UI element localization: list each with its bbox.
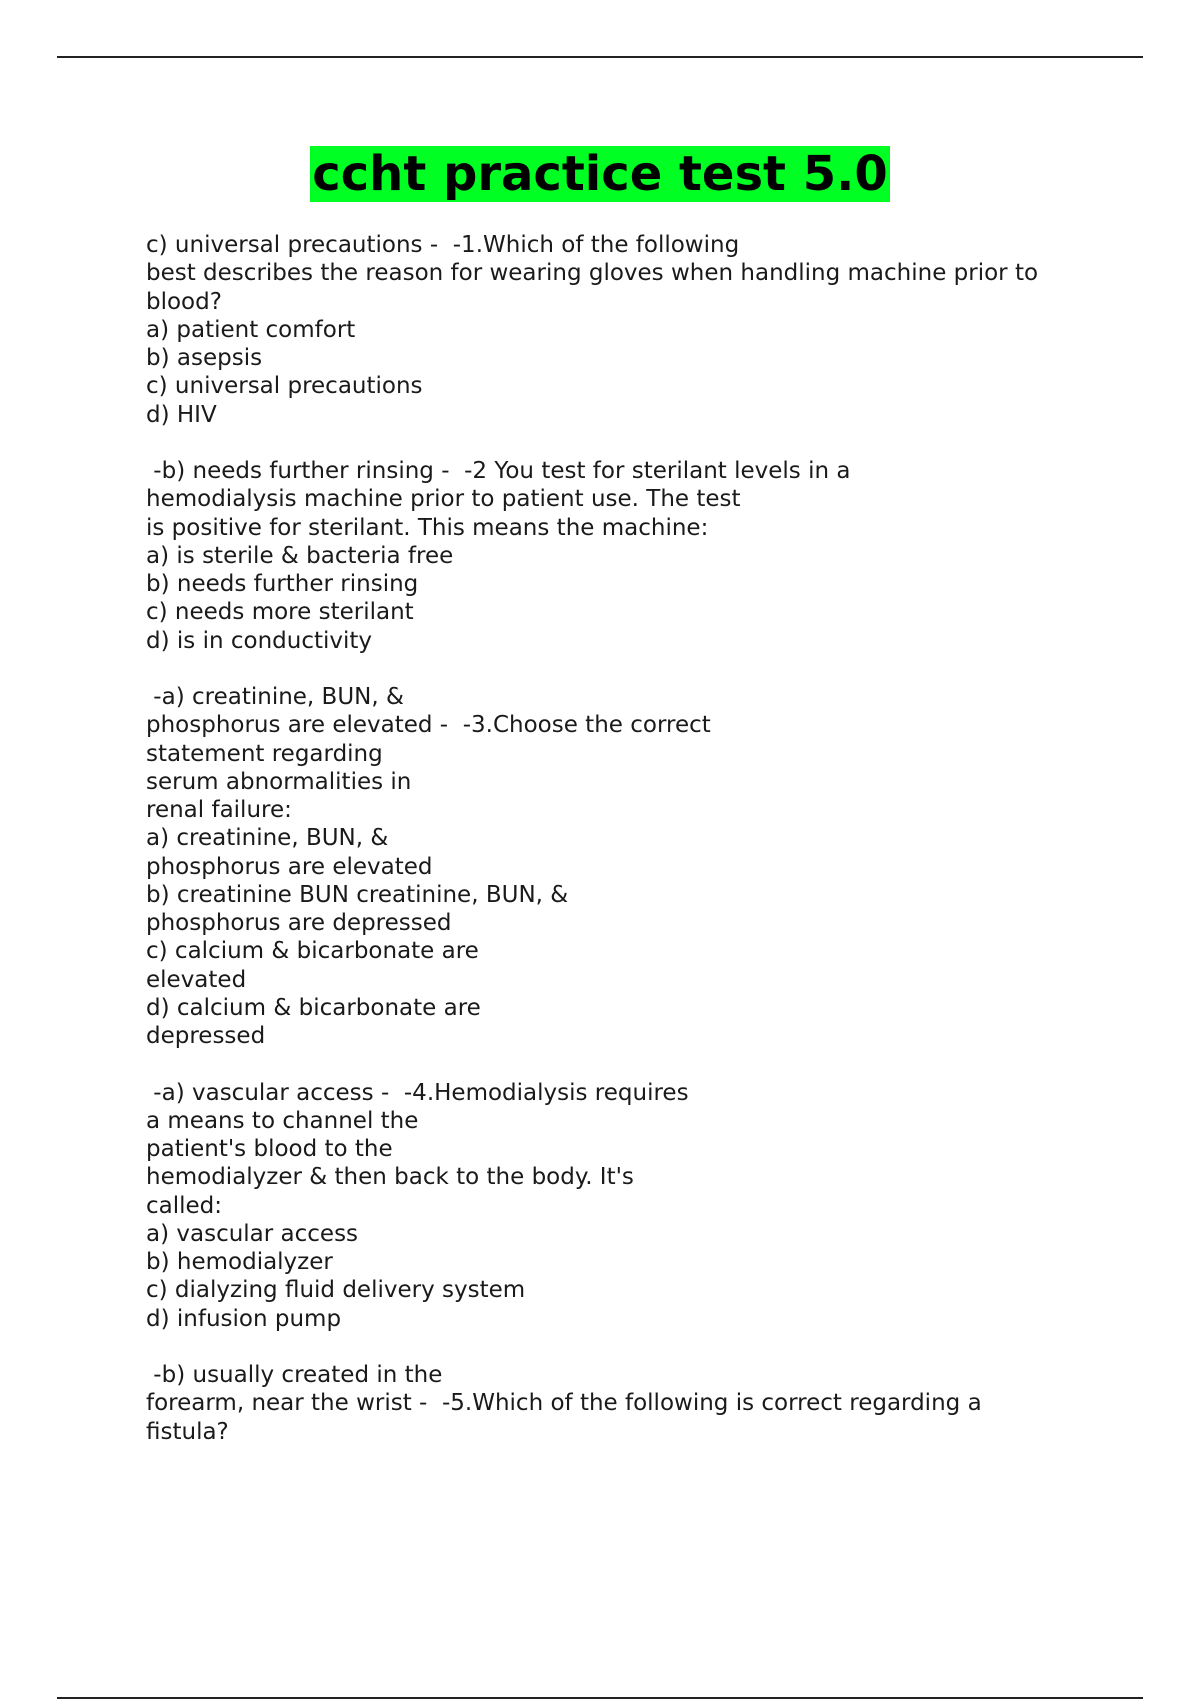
document-title: ccht practice test 5.0: [312, 146, 888, 202]
question-block-1: [146, 231, 1106, 429]
text-line: blood?: [146, 288, 222, 315]
text-line: c) universal precautions - -1.Which of the following: [146, 232, 740, 258]
option-line: a) is sterile & bacteria free: [146, 542, 454, 569]
text-line: hemodialysis machine prior to patient use. The test: [146, 486, 741, 513]
option-line: b) needs further rinsing: [146, 571, 419, 597]
option-line: a) patient comfort: [146, 316, 356, 343]
question-block-2: [146, 457, 1106, 655]
text-line: -b) needs further rinsing - -2 You test for sterilant levels in a: [146, 458, 851, 484]
text-line: a means to channel the: [146, 1107, 419, 1134]
text-line: is positive for sterilant. This means the machine:: [146, 514, 709, 541]
option-line: b) hemodialyzer: [146, 1249, 333, 1275]
header-rule: [57, 56, 1143, 58]
option-line: a) creatinine, BUN, &: [146, 825, 389, 852]
text-line: serum abnormalities in: [146, 768, 412, 795]
option-line: elevated: [146, 966, 247, 993]
text-line: -b) usually created in the: [146, 1362, 443, 1388]
text-line: patient's blood to the: [146, 1136, 393, 1162]
text-line: phosphorus are elevated - -3.Choose the correct: [146, 712, 711, 739]
option-line: d) HIV: [146, 401, 217, 428]
option-line: c) universal precautions: [146, 373, 423, 400]
option-line: d) infusion pump: [146, 1305, 342, 1332]
title-container: [0, 146, 1200, 202]
option-line: a) vascular access: [146, 1220, 359, 1247]
option-line: d) calcium & bicarbonate are: [146, 994, 481, 1021]
option-line: phosphorus are depressed: [146, 910, 452, 936]
text-line: statement regarding: [146, 740, 383, 767]
text-line: forearm, near the wrist - -5.Which of the following is correct regarding a: [146, 1390, 982, 1417]
text-line: fistula?: [146, 1418, 229, 1445]
option-line: phosphorus are elevated: [146, 853, 433, 880]
question-block-3: [146, 683, 1106, 1050]
option-line: b) creatinine BUN creatinine, BUN, &: [146, 881, 569, 908]
text-line: -a) vascular access - -4.Hemodialysis requires: [146, 1079, 689, 1106]
option-line: c) dialyzing fluid delivery system: [146, 1277, 526, 1304]
question-block-4: [146, 1079, 1106, 1333]
option-line: c) calcium & bicarbonate are: [146, 938, 479, 965]
text-line: -a) creatinine, BUN, &: [146, 684, 404, 710]
text-line: hemodialyzer & then back to the body. It's: [146, 1164, 634, 1191]
text-line: renal failure:: [146, 797, 292, 823]
option-line: depressed: [146, 1023, 266, 1049]
footer-rule: [57, 1697, 1143, 1699]
text-line: called:: [146, 1192, 223, 1219]
text-line: best describes the reason for wearing gloves when handling machine prior to: [146, 260, 1039, 287]
document-body: [146, 231, 1106, 1474]
option-line: d) is in conductivity: [146, 627, 373, 654]
question-block-5: [146, 1361, 1106, 1446]
option-line: c) needs more sterilant: [146, 599, 414, 626]
option-line: b) asepsis: [146, 345, 263, 371]
